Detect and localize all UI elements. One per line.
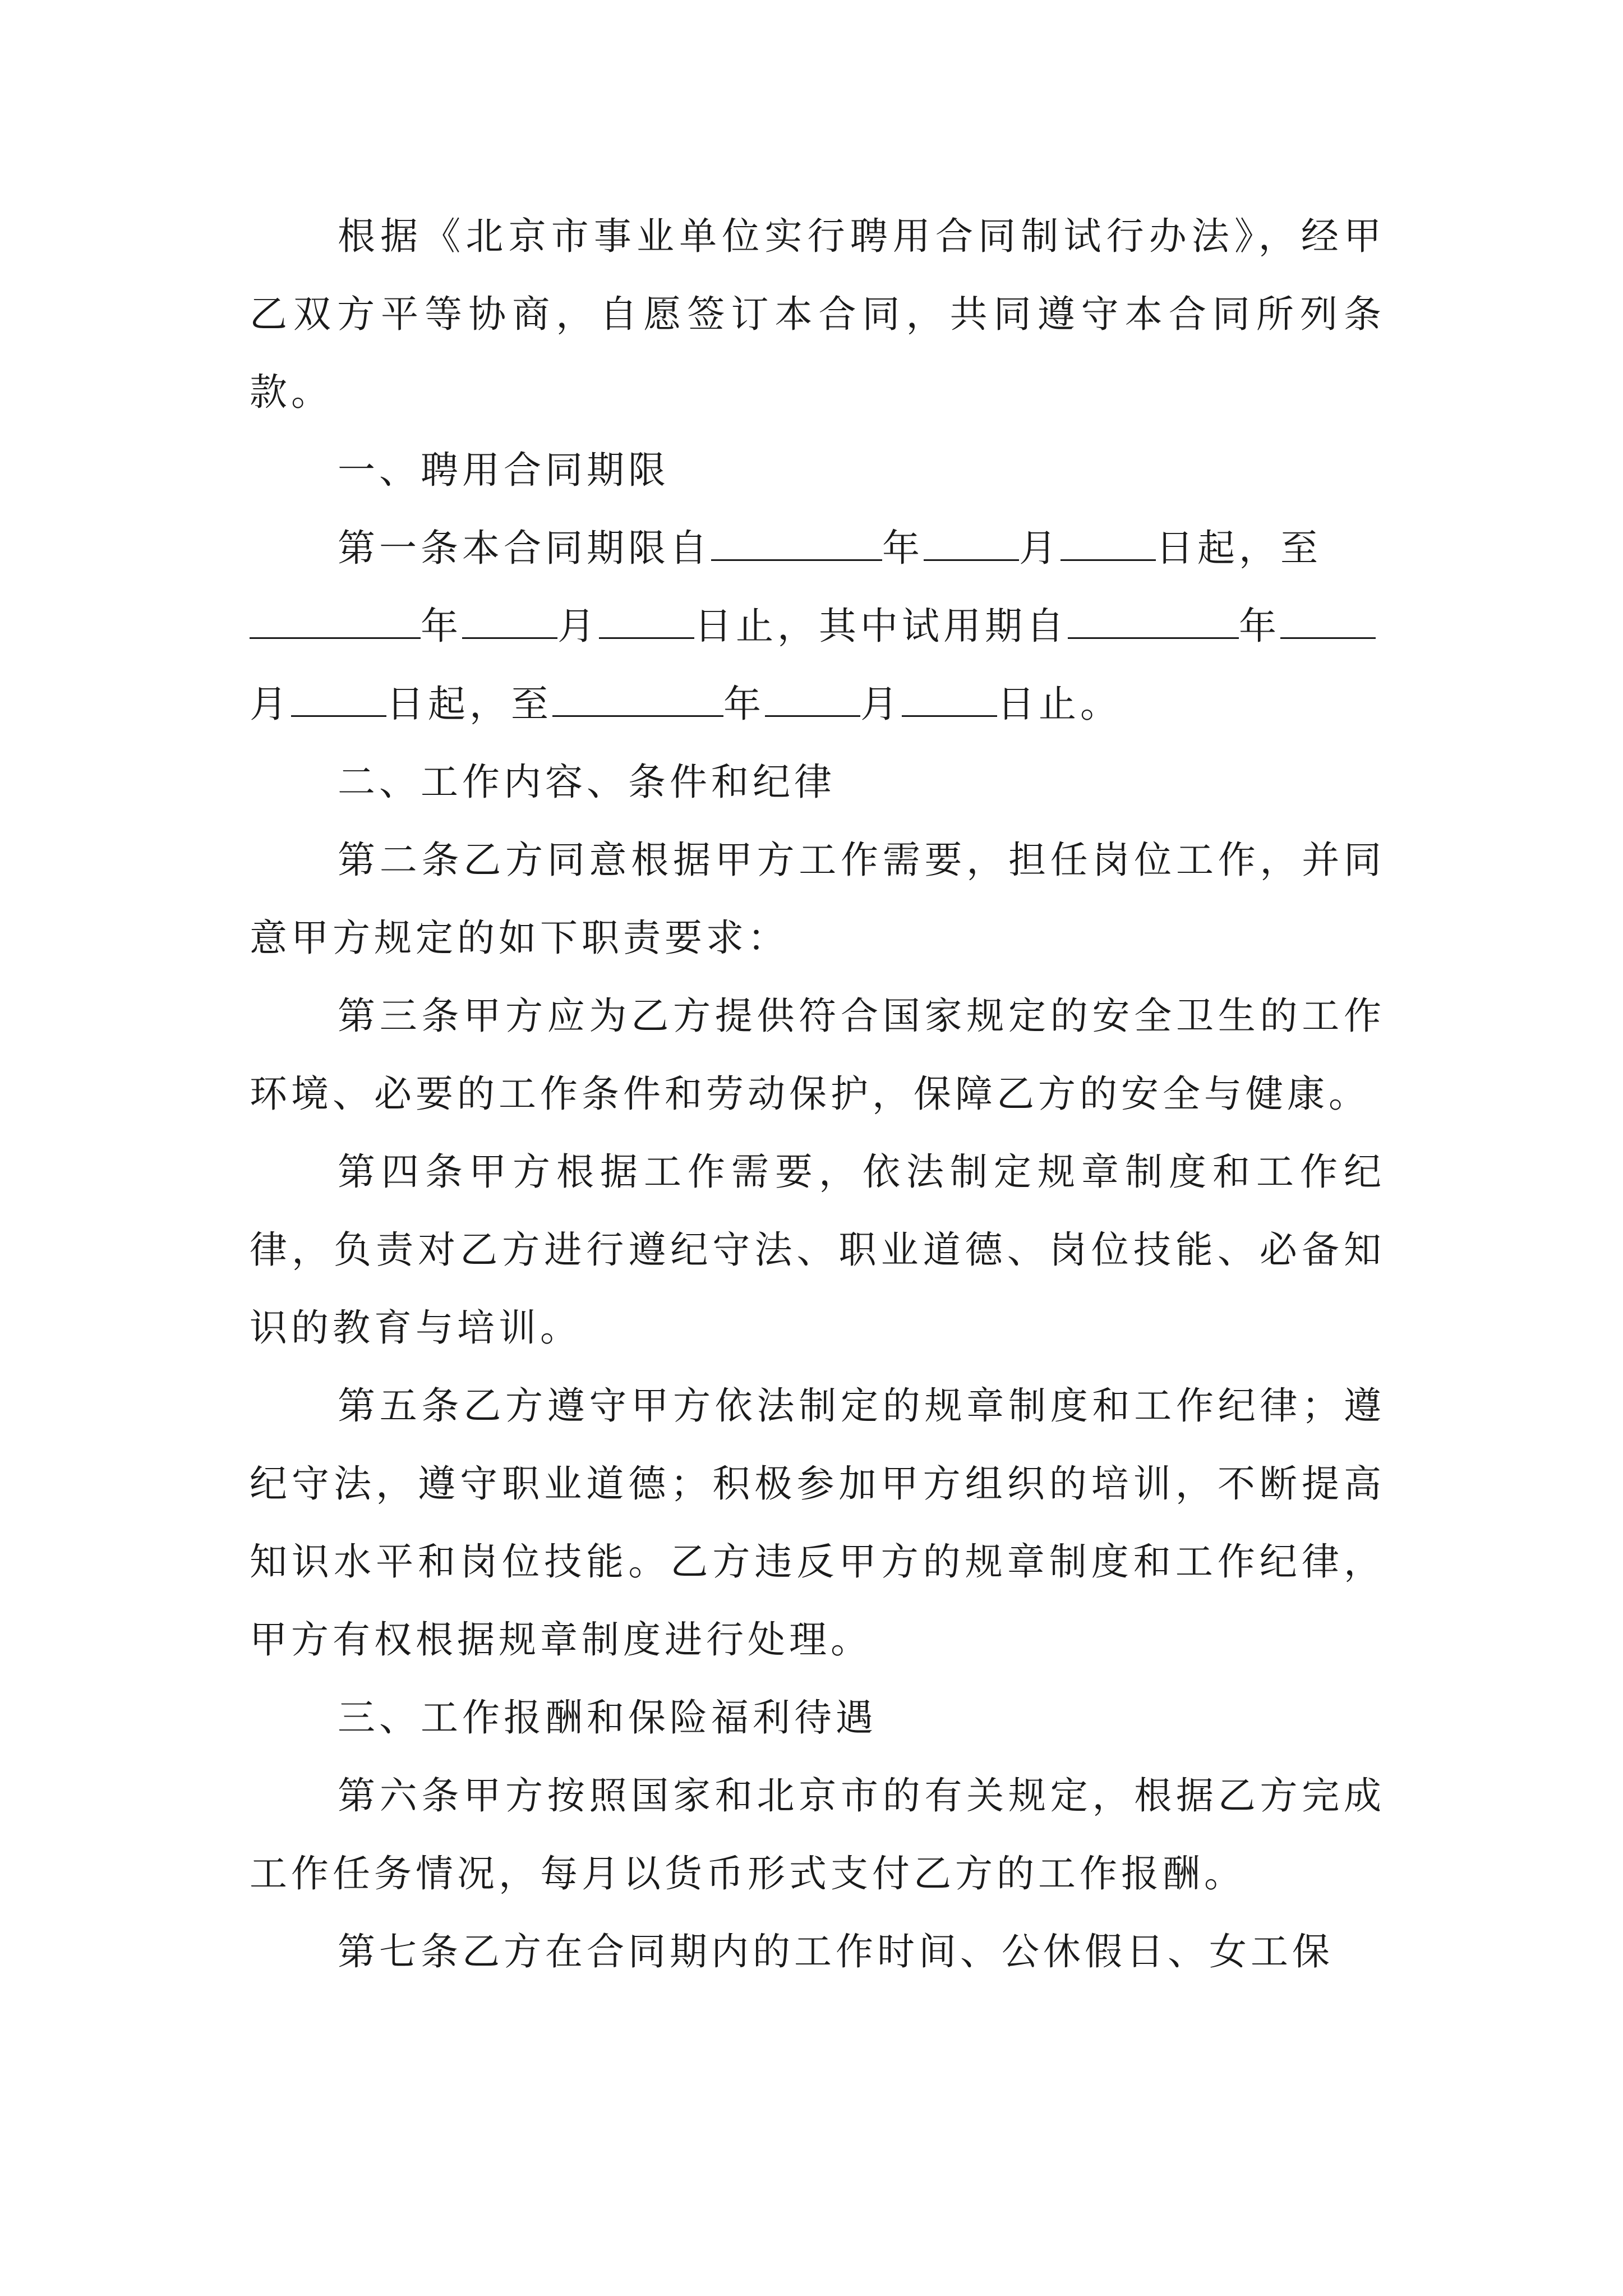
trial-start-day-blank[interactable] <box>291 684 386 717</box>
year-label: 年 <box>882 526 924 570</box>
contract-body <box>250 197 1385 1991</box>
trial-end-year-blank[interactable] <box>552 684 723 717</box>
end-year-blank[interactable] <box>250 606 421 639</box>
trial-end-day-blank[interactable] <box>902 684 997 717</box>
article-1-line-3 <box>250 665 1385 743</box>
article-1-line-2 <box>250 587 1385 665</box>
month-label: 月 <box>557 604 599 648</box>
day-from-label: 日起，至 <box>386 682 552 726</box>
month-label: 月 <box>860 682 902 726</box>
month-label: 月 <box>250 682 291 726</box>
year-label: 年 <box>723 682 765 726</box>
year-label: 年 <box>1239 604 1280 648</box>
article-4-paragraph: 第四条甲方根据工作需要，依法制定规章制度和工作纪律，负责对乙方进行遵纪守法、职业道德、岗位技能、必备知识的教育与培训。 <box>250 1150 1385 1350</box>
end-month-blank[interactable] <box>462 606 557 639</box>
article-6-paragraph: 第六条甲方按照国家和北京市的有关规定，根据乙方完成工作任务情况，每月以货币形式支付乙方的工作报酬。 <box>250 1774 1385 1895</box>
trial-intro-label: 日止，其中试用期自 <box>694 604 1068 648</box>
trial-end-month-blank[interactable] <box>765 684 860 717</box>
day-from-label: 日起，至 <box>1156 526 1322 570</box>
start-day-blank[interactable] <box>1061 528 1156 561</box>
day-end-label: 日止。 <box>997 682 1122 726</box>
article-1-paragraph <box>250 509 1385 743</box>
start-year-blank[interactable] <box>711 528 882 561</box>
end-day-blank[interactable] <box>599 606 694 639</box>
article-1-line-1 <box>250 509 1385 587</box>
article-7-paragraph: 第七条乙方在合同期内的工作时间、公休假日、女工保 <box>338 1930 1334 1973</box>
article-2-paragraph: 第二条乙方同意根据甲方工作需要，担任岗位工作，并同意甲方规定的如下职责要求： <box>250 838 1385 960</box>
article-5-paragraph: 第五条乙方遵守甲方依法制定的规章制度和工作纪律；遵纪守法，遵守职业道德；积极参加甲方组织的培训，不断提高知识水平和岗位技能。乙方违反甲方的规章制度和工作纪律，甲方有权根据规章制度进行处理。 <box>250 1384 1385 1662</box>
article-1-lead-text: 第一条本合同期限自 <box>338 526 711 570</box>
section-heading-term: 一、聘用合同期限 <box>338 448 670 492</box>
month-label: 月 <box>1019 526 1061 570</box>
article-3-paragraph: 第三条甲方应为乙方提供符合国家规定的安全卫生的工作环境、必要的工作条件和劳动保护，保障乙方的安全与健康。 <box>250 994 1385 1116</box>
trial-start-year-blank[interactable] <box>1068 606 1239 639</box>
section-heading-pay: 三、工作报酬和保险福利待遇 <box>338 1696 877 1740</box>
start-month-blank[interactable] <box>924 528 1019 561</box>
section-heading-duties: 二、工作内容、条件和纪律 <box>338 760 836 804</box>
year-label: 年 <box>421 604 462 648</box>
intro-paragraph: 根据《北京市事业单位实行聘用合同制试行办法》，经甲乙双方平等协商，自愿签订本合同，共同遵守本合同所列条款。 <box>250 214 1385 414</box>
trial-start-month-blank[interactable] <box>1280 606 1376 639</box>
